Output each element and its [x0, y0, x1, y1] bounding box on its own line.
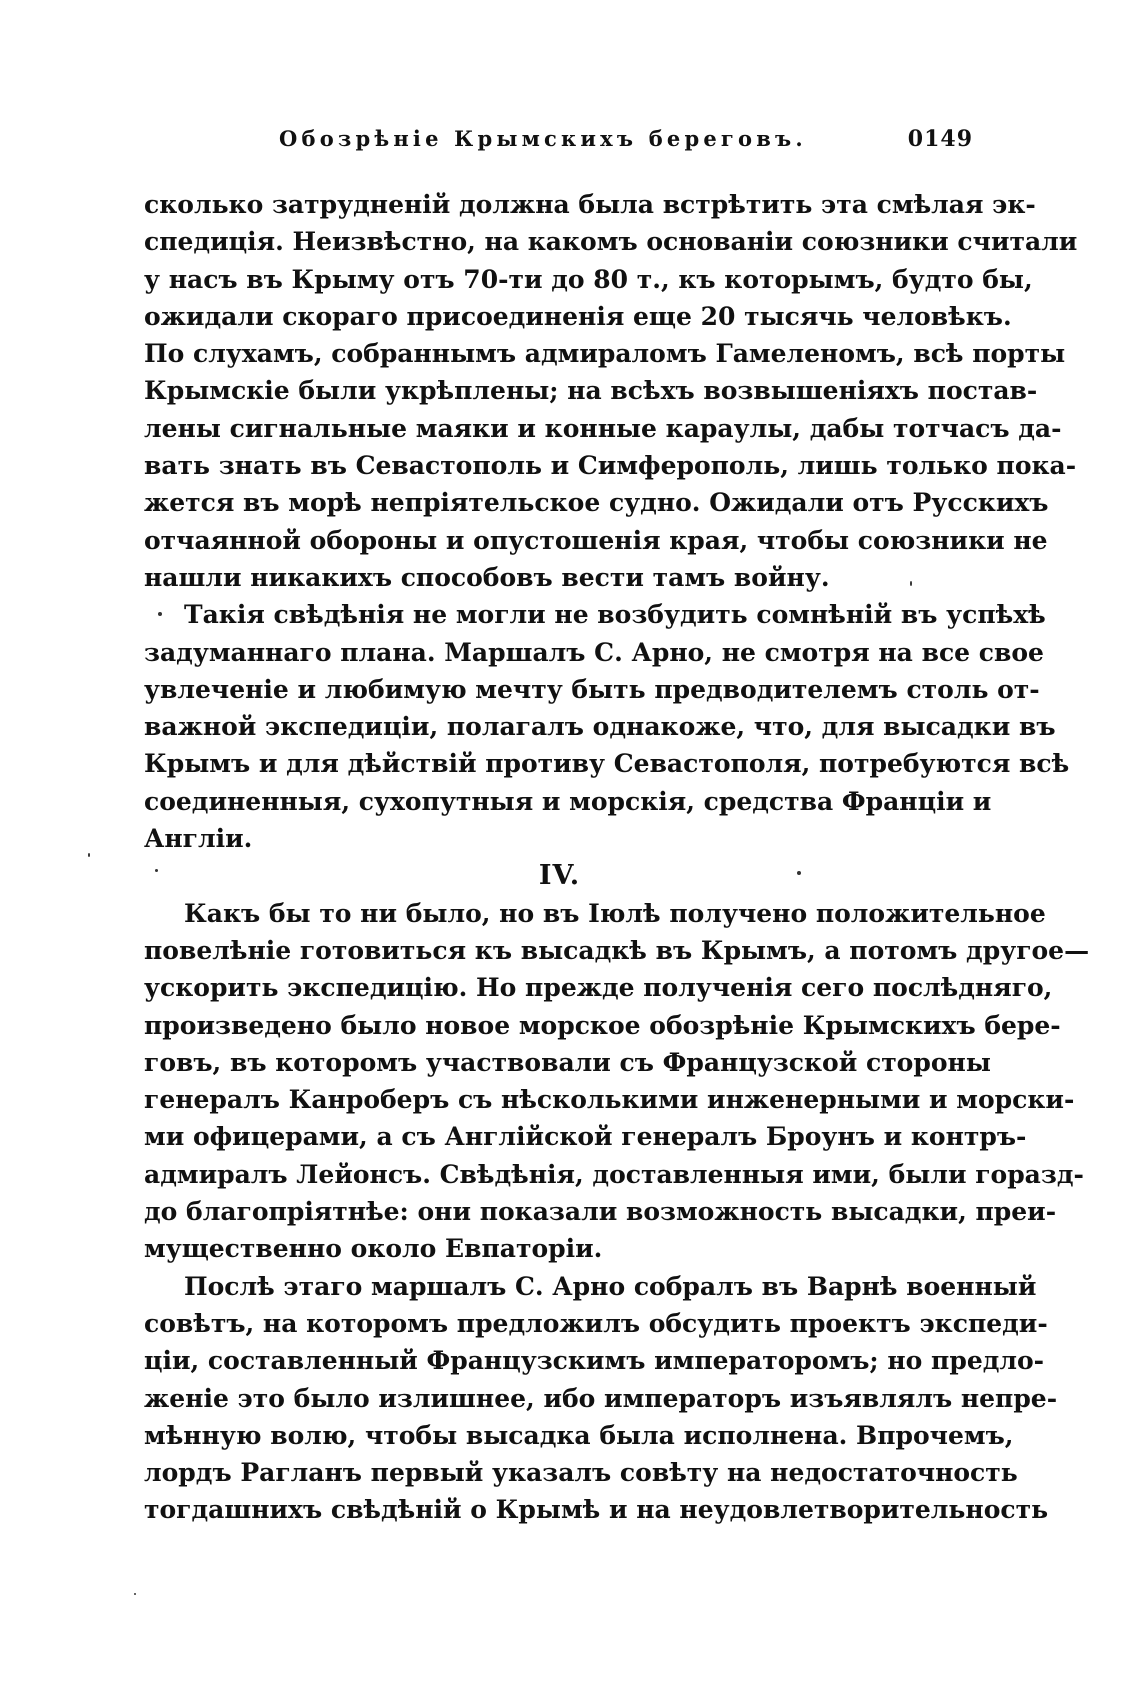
text-line: Такія свѣдѣнія не могли не возбудить сомнѣній въ успѣхѣ — [184, 600, 1046, 630]
text-line: отчаянной обороны и опустошенія края, чтобы союзники не — [144, 525, 1048, 555]
paragraph-2 — [144, 596, 1070, 857]
text-line: ожидали скораго присоединенія еще 20 тысячь человѣкъ. — [144, 301, 1012, 331]
text-line: адмиралъ Лейонсъ. Свѣдѣнія, доставленныя ими, были горазд- — [144, 1159, 1084, 1189]
text-line: задуманнаго плана. Маршалъ С. Арно, не смотря на все свое — [144, 637, 1044, 667]
text-line: Крымъ и для дѣйствій противу Севастополя, потребуются всѣ — [144, 749, 1070, 779]
text-line: у насъ въ Крыму отъ 70-ти до 80 т., къ которымъ, будто бы, — [144, 264, 1033, 294]
text-line: вать знать въ Севастополь и Симферополь, лишь только пока- — [144, 451, 1077, 481]
body-text — [144, 186, 1090, 1529]
text-line: Крымскіе были укрѣплены; на всѣхъ возвышеніяхъ постав- — [144, 376, 1038, 406]
text-line: произведено было новое морское обозрѣніе Крымскихъ бере- — [144, 1010, 1061, 1040]
paragraph-4 — [144, 1268, 1058, 1529]
text-line: жется въ морѣ непріятельское судно. Ожидали отъ Русскихъ — [144, 488, 1049, 518]
running-header — [279, 126, 973, 158]
text-line: женіе это было излишнее, ибо императоръ изъявлялъ непре- — [144, 1383, 1058, 1413]
running-title: Обозрѣніе Крымскихъ береговъ. — [279, 126, 807, 151]
text-line: лены сигнальные маяки и конные караулы, дабы тотчасъ да- — [144, 413, 1062, 443]
text-line: совѣтъ, на которомъ предложилъ обсудить проектъ экспеди- — [144, 1308, 1048, 1338]
print-speck — [158, 612, 162, 616]
paragraph-3 — [144, 895, 1090, 1268]
text-line: Послѣ этаго маршалъ С. Арно собралъ въ Варнѣ военный — [184, 1271, 1037, 1301]
text-line: говъ, въ которомъ участвовали съ Французской стороны — [144, 1047, 991, 1077]
text-line: повелѣніе готовиться къ высадкѣ въ Крымъ, а потомъ другое— — [144, 935, 1090, 965]
text-line: важной экспедиціи, полагалъ однакоже, что, для высадки въ — [144, 712, 1056, 742]
text-line: Какъ бы то ни было, но въ Іюлѣ получено положительное — [184, 898, 1046, 928]
print-speck — [910, 581, 912, 586]
print-speck — [88, 853, 90, 857]
text-line: лордъ Рагланъ первый указалъ совѣту на недостаточность — [144, 1458, 1018, 1488]
text-line: По слухамъ, собраннымъ адмираломъ Гамеленомъ, всѣ порты — [144, 339, 1066, 369]
print-speck — [797, 871, 801, 875]
text-line: генералъ Канроберъ съ нѣсколькими инженерными и морски- — [144, 1085, 1075, 1115]
text-line: нашли никакихъ способовъ вести тамъ войну. — [144, 562, 830, 592]
print-speck — [155, 869, 158, 872]
text-line: ми офицерами, а съ Англійской генералъ Броунъ и контръ- — [144, 1122, 1027, 1152]
text-line: сколько затрудненій должна была встрѣтить эта смѣлая эк- — [144, 190, 1036, 219]
paragraph-1 — [144, 186, 1078, 596]
page-number: 0149 — [907, 126, 973, 152]
section-heading: IV. — [538, 860, 581, 892]
text-line: увлеченіе и любимую мечту быть предводителемъ столь от- — [144, 674, 1040, 704]
text-line: мущественно около Евпаторіи. — [144, 1234, 603, 1264]
text-line: ціи, составленный Французскимъ императоромъ; но предло- — [144, 1346, 1045, 1376]
print-speck — [134, 1593, 136, 1595]
text-line: соединенныя, сухопутныя и морскія, средства Франціи и — [144, 786, 992, 816]
text-line: Англіи. — [144, 824, 253, 854]
text-line: спедиція. Неизвѣстно, на какомъ основаніи союзники считали — [144, 227, 1078, 257]
text-line: ускорить экспедицію. Но прежде полученія сего послѣдняго, — [144, 973, 1053, 1003]
text-line: до благопріятнѣе: они показали возможность высадки, преи- — [144, 1197, 1057, 1227]
text-line: мѣнную волю, чтобы высадка была исполнена. Впрочемъ, — [144, 1420, 1014, 1450]
text-line: тогдашнихъ свѣдѣній о Крымѣ и на неудовлетворительность — [144, 1495, 1049, 1525]
